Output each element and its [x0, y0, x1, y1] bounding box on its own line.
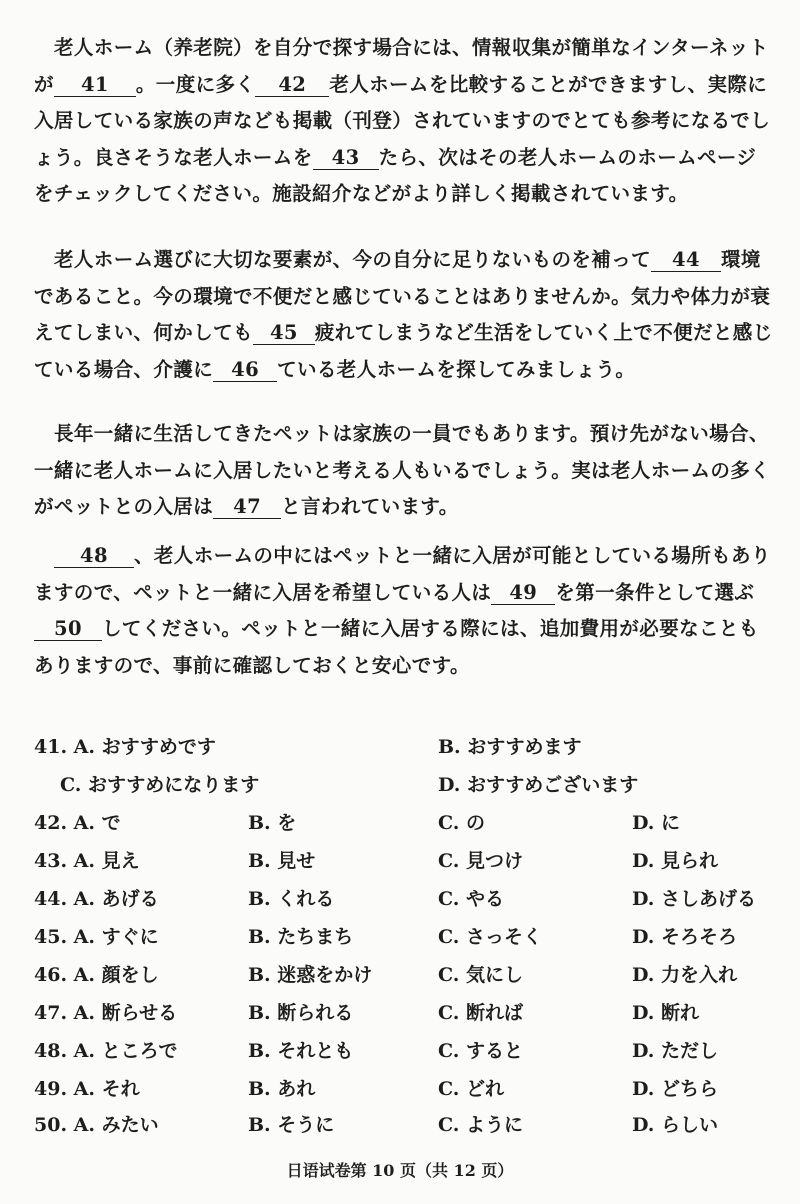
- option-41-a: 41. A. おすすめです: [34, 736, 216, 758]
- option-50-d: D. らしい: [632, 1114, 719, 1136]
- question-49-options: [34, 1074, 774, 1110]
- option-45-b: B. たちまち: [248, 926, 354, 948]
- passage-text: 、老人ホームの中にはペットと一緒に入居が可能としている場所もありますので、ペットと一緒に入居を希望している人は: [34, 544, 771, 604]
- passage-text: 老人ホーム選びに大切な要素が、今の自分に足りないものを補って: [54, 248, 652, 271]
- passage-paragraph-4: [34, 538, 774, 684]
- blank-50: 50: [34, 618, 102, 641]
- passage-text: たら、次はその老人ホームのホームページをチェックしてください。施設紹介などがより詳しく掲載されています。: [34, 145, 757, 205]
- passage-text: してください。ペットと一緒に入居する際には、追加費用が必要なこともありますので、事前に確認しておくと安心です。: [34, 617, 759, 677]
- option-43-d: D. 見られ: [632, 850, 719, 872]
- option-45-a: 45. A. すぐに: [34, 926, 159, 948]
- option-44-d: D. さしあげる: [632, 888, 757, 910]
- option-47-c: C. 断れば: [438, 1002, 524, 1024]
- option-42-a: 42. A. で: [34, 812, 121, 834]
- option-50-c: C. ように: [438, 1114, 524, 1136]
- passage-text: を第一条件として選ぶ: [555, 580, 755, 604]
- option-50-b: B. そうに: [248, 1114, 335, 1136]
- option-49-d: D. どちら: [632, 1078, 719, 1100]
- blank-46: 46: [213, 359, 277, 382]
- option-47-a: 47. A. 断らせる: [34, 1002, 178, 1024]
- question-47-options: [34, 998, 774, 1034]
- option-47-d: D. 断れ: [632, 1002, 700, 1024]
- passage-text: 。一度に多く: [135, 72, 256, 96]
- passage-paragraph-1: [34, 30, 774, 213]
- option-44-b: B. くれる: [248, 888, 335, 910]
- passage-text: 老人ホーム（养老院）を自分で探す場合には、情報収集が簡単なインターネットが: [34, 36, 769, 96]
- passage-paragraph-3: [34, 416, 774, 526]
- option-44-c: C. やる: [438, 888, 505, 910]
- question-45-options: [34, 922, 774, 958]
- option-42-c: C. の: [438, 812, 486, 834]
- option-42-b: B. を: [248, 812, 297, 834]
- option-48-c: C. すると: [438, 1040, 524, 1062]
- option-48-b: B. それとも: [248, 1040, 354, 1062]
- question-44-options: [34, 884, 774, 920]
- passage-text: と言われています。: [281, 495, 459, 518]
- passage-text: 老人ホームを比較することができますし、実際に入居している家族の声なども掲載（刊登）されていますのでとても参考になるでしょう。良さそうな老人ホームを: [34, 72, 771, 169]
- option-48-a: 48. A. ところで: [34, 1040, 178, 1062]
- passage-paragraph-2: [34, 242, 774, 388]
- option-43-c: C. 見つけ: [438, 850, 524, 872]
- option-46-a: 46. A. 顔をし: [34, 964, 159, 986]
- option-43-a: 43. A. 見え: [34, 850, 140, 872]
- option-47-b: B. 断られる: [248, 1002, 354, 1024]
- option-46-d: D. 力を入れ: [632, 964, 738, 986]
- blank-41: 41: [54, 74, 136, 97]
- question-41-options-row2: [34, 770, 774, 806]
- option-41-b: B. おすすめます: [438, 736, 582, 758]
- option-49-c: C. どれ: [438, 1078, 505, 1100]
- option-45-d: D. そろそろ: [632, 926, 738, 948]
- passage-text: 疲れてしまうなど生活をしていく上で不便だと感じている場合、介護に: [34, 321, 773, 381]
- passage-text: ている老人ホームを探してみましょう。: [277, 357, 636, 381]
- option-48-d: D. ただし: [632, 1040, 719, 1062]
- blank-43: 43: [313, 147, 379, 170]
- blank-42: 42: [255, 74, 329, 97]
- blank-47: 47: [213, 496, 281, 519]
- option-50-a: 50. A. みたい: [34, 1114, 159, 1136]
- passage-text: 環境であること。今の環境で不便だと感じていることはありませんか。気力や体力が衰えてしまい、何かしても: [34, 248, 771, 344]
- option-41-d: D. おすすめございます: [438, 774, 639, 796]
- blank-45: 45: [253, 322, 315, 345]
- question-41-options-row1: [34, 732, 774, 768]
- option-43-b: B. 見せ: [248, 850, 316, 872]
- option-45-c: C. さっそく: [438, 926, 543, 948]
- blank-49: 49: [491, 582, 555, 605]
- option-46-b: B. 迷惑をかけ: [248, 964, 373, 986]
- blank-44: 44: [651, 249, 721, 272]
- option-41-c: C. おすすめになります: [60, 774, 260, 796]
- option-42-d: D. に: [632, 812, 681, 834]
- question-48-options: [34, 1036, 774, 1072]
- option-46-c: C. 気にし: [438, 964, 524, 986]
- question-43-options: [34, 846, 774, 882]
- option-49-a: 49. A. それ: [34, 1078, 140, 1100]
- option-44-a: 44. A. あげる: [34, 888, 159, 910]
- question-42-options: [34, 808, 774, 844]
- passage-text: 長年一緒に生活してきたペットは家族の一員でもあります。預け先がない場合、一緒に老人ホームに入居したいと考える人もいるでしょう。実は老人ホームの多くがペットとの入居は: [34, 422, 771, 518]
- page-footer: 日语试卷第 10 页（共 12 页）: [286, 1161, 514, 1180]
- question-50-options: [34, 1110, 774, 1146]
- option-49-b: B. あれ: [248, 1078, 316, 1100]
- question-46-options: [34, 960, 774, 996]
- blank-48: 48: [54, 545, 134, 568]
